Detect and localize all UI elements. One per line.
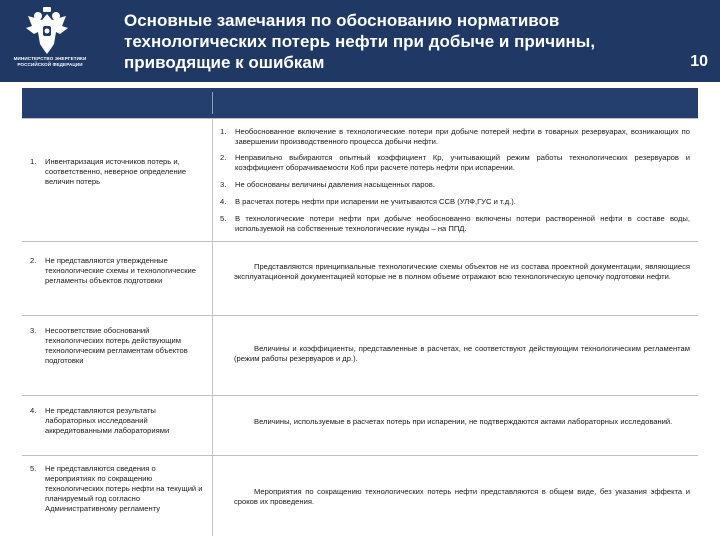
- table-row: [22, 315, 698, 395]
- row-topic-text: Не представляются утвержденные технологические схемы и технологические регламенты объектов подготовки: [45, 256, 197, 285]
- remark-item-number: 1.: [220, 127, 227, 136]
- row-number: 5.: [30, 464, 37, 473]
- remark-item-text: Необоснованное включение в технологические потери при добыче потерей нефти в товарных резервуарах, возникающих по завершении производственного процесса добычи нефти.: [235, 127, 690, 146]
- row-number: 1.: [30, 157, 37, 166]
- row-number: 2.: [30, 256, 37, 265]
- row-remark: Величины и коэффициенты, представленные в расчетах, не соответствуют действующим технологическим регламентам (режим работы резервуаров и др.).: [234, 344, 690, 363]
- remark-item-number: 5.: [220, 214, 227, 223]
- title-line-1: Основные замечания по обоснованию нормативов: [124, 11, 560, 30]
- row-topic-text: Не представляются результаты лабораторных исследований аккредитованными лабораториями: [45, 406, 170, 435]
- double-headed-eagle-icon: [22, 6, 72, 56]
- row-topic-text: Несоответствие обоснований технологических потерь действующим технологическим регламентам объектов подготовки: [45, 326, 188, 365]
- remark-item-text: В расчетах потерь нефти при испарении не учитываются ССВ (УЛФ,ГУС и т.д.).: [235, 197, 516, 206]
- remark-item-text: Неправильно выбираются опытный коэффициент Кр, учитывающий режим работы технологических резервуаров и коэффициент оборачиваемости Коб при расчете потерь нефти при испарении.: [235, 153, 690, 172]
- title-line-3: приводящие к ошибкам: [124, 53, 325, 72]
- row-topic-text: Инвентаризация источников потерь и, соответственно, неверное определение величин потерь: [45, 157, 187, 186]
- header-bar: [0, 0, 720, 82]
- remark-item-text: В технологические потери нефти при добыче необоснованно включены потери растворенной нефти в составе воды, используемой на собственные технологические нужды – на ППД.: [235, 214, 690, 233]
- title-line-2: технологических потерь нефти при добыче и причины,: [124, 32, 596, 51]
- table-row: [22, 395, 698, 455]
- table-row: [22, 241, 698, 315]
- table-header: [22, 88, 698, 118]
- remark-item-number: 3.: [220, 180, 227, 189]
- row-remark: Представляются принципиальные технологические схемы объектов не из состава проектной документации, являющиеся эксплуатационной документацией которые не в полном объеме отражают всю технологическую цепочку подготовки нефти.: [234, 262, 690, 281]
- ministry-line-1: МИНИСТЕРСТВО ЭНЕРГЕТИКИ: [13, 56, 87, 61]
- row-remark: Величины, используемые в расчетах потерь при испарении, не подтверждаются актами лабораторных исследований.: [254, 417, 673, 426]
- row-remark: Мероприятия по сокращению технологических потерь нефти представляются в общем виде, без указания эффекта и сроков их проведения.: [234, 487, 690, 506]
- remark-item-number: 4.: [220, 197, 227, 206]
- slide-title: [124, 10, 684, 73]
- row-topic-text: Не представляются сведения о мероприятиях по сокращению технологических потерь нефти на текущий и планируемый год согласно Административному регламенту: [45, 464, 203, 513]
- ministry-name: [8, 56, 92, 68]
- page-number: 10: [690, 53, 708, 70]
- ministry-line-2: РОССИЙСКОЙ ФЕДЕРАЦИИ: [17, 62, 83, 67]
- table-row: [22, 455, 698, 536]
- remark-item-number: 2.: [220, 153, 227, 162]
- remark-item-text: Не обоснованы величины давления насыщенных паров.: [235, 180, 435, 189]
- row-number: 4.: [30, 406, 37, 415]
- row-number: 3.: [30, 326, 37, 335]
- table-row: [22, 118, 698, 241]
- table-header-divider: [212, 92, 213, 114]
